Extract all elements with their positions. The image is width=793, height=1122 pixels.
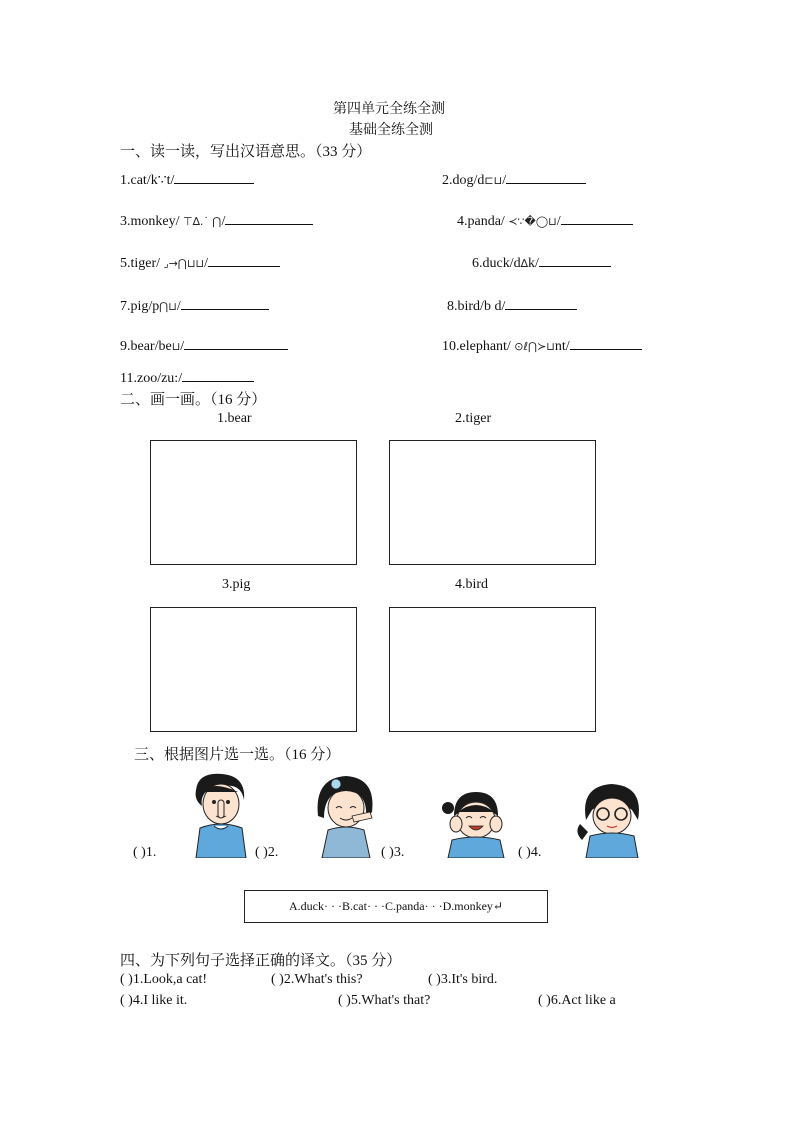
- vocab-item-tail: d/: [494, 299, 506, 314]
- vocab-item-9: [120, 337, 288, 355]
- options-text: A.duck· · ·B.cat· · ·C.panda· · ·D.monkey↵: [289, 899, 503, 913]
- answer-blank[interactable]: [184, 337, 288, 350]
- phonetic-symbols: ≺∵�◯⊔: [504, 215, 557, 228]
- vocab-item-5: [120, 254, 280, 272]
- girl-laughing-picture: [436, 788, 518, 858]
- drawing-box-bird[interactable]: [389, 607, 596, 732]
- answer-blank[interactable]: [505, 297, 577, 310]
- vocab-item-tail: k/: [527, 256, 539, 271]
- girl-glasses-picture: [574, 780, 650, 858]
- vocab-item-tail: /: [221, 214, 226, 229]
- vocab-item-11: [120, 369, 254, 387]
- vocab-item-tail: /: [204, 256, 208, 271]
- vocab-item-3: [120, 212, 313, 230]
- vocab-item-6: [472, 254, 611, 272]
- vocab-item-2: [442, 171, 586, 189]
- answer-blank[interactable]: [570, 337, 642, 350]
- draw-label-pig: 3.pig: [222, 577, 251, 592]
- answer-blank[interactable]: [539, 254, 611, 267]
- phonetic-symbols: ⊤∆.˙ ⋂: [179, 215, 222, 228]
- phonetic-symbols: ∆: [520, 257, 528, 270]
- translation-item-4[interactable]: ( )4.I like it.: [120, 993, 188, 1008]
- drawing-box-pig[interactable]: [150, 607, 357, 732]
- vocab-item-label: 6.duck/d: [472, 256, 521, 271]
- vocab-item-8: [447, 297, 577, 315]
- vocab-item-label: 2.dog/d: [442, 173, 485, 188]
- section2-heading: 二、画一画。（16 分）: [120, 392, 267, 408]
- vocab-item-label: 9.bear/be: [120, 339, 172, 354]
- vocab-item-label: 8.bird/b: [447, 299, 491, 314]
- girl-nose-picture: [188, 770, 254, 858]
- question-bracket-4[interactable]: ( )4.: [518, 845, 542, 860]
- translation-item-3[interactable]: ( )3.It's bird.: [428, 972, 498, 987]
- answer-blank[interactable]: [208, 254, 280, 267]
- phonetic-symbols: ⋂⊔: [159, 300, 177, 313]
- question-bracket-1[interactable]: ( )1.: [133, 845, 157, 860]
- section3-heading: 三、根据图片选一选。（16 分）: [134, 747, 341, 763]
- page-title: 第四单元全练全测: [333, 102, 445, 117]
- section4-heading: 四、为下列句子选择正确的译文。（35 分）: [120, 953, 402, 969]
- vocab-item-label: 3.monkey/: [120, 214, 180, 229]
- answer-blank[interactable]: [225, 212, 313, 225]
- translation-item-5[interactable]: ( )5.What's that?: [338, 993, 431, 1008]
- drawing-box-bear[interactable]: [150, 440, 357, 565]
- options-box: [244, 890, 548, 923]
- vocab-item-tail: /: [176, 299, 181, 314]
- vocab-item-tail: nt/: [554, 339, 570, 354]
- vocab-item-1: [120, 171, 254, 189]
- answer-blank[interactable]: [561, 212, 633, 225]
- phonetic-symbols: ⊙ℓ⋂≻⊔: [510, 340, 555, 353]
- answer-blank[interactable]: [182, 369, 254, 382]
- vocab-item-tail: /: [556, 214, 561, 229]
- draw-label-bear: 1.bear: [217, 411, 252, 426]
- translation-item-6[interactable]: ( )6.Act like a: [538, 993, 616, 1008]
- vocab-item-4: [457, 212, 633, 230]
- vocab-item-label: 1.cat/k∵t/: [120, 173, 175, 188]
- question-bracket-3[interactable]: ( )3.: [381, 845, 405, 860]
- drawing-box-tiger[interactable]: [389, 440, 596, 565]
- vocab-item-tail: /: [502, 173, 507, 188]
- vocab-item-label: 7.pig/p: [120, 299, 160, 314]
- answer-blank[interactable]: [174, 171, 254, 184]
- phonetic-symbols: ⊔: [171, 340, 181, 353]
- vocab-item-label: 5.tiger/: [120, 256, 161, 271]
- phonetic-symbols: ⌟→⋂⊔⊔: [160, 257, 205, 270]
- vocab-item-label: 10.elephant/: [442, 339, 511, 354]
- vocab-item-label: 11.zoo/zu:/: [120, 371, 183, 386]
- section1-heading: 一、读一读，写出汉语意思。（33 分）: [120, 144, 372, 160]
- phonetic-symbols: ⊏⊔: [484, 174, 503, 187]
- draw-label-tiger: 2.tiger: [455, 411, 492, 426]
- translation-item-1[interactable]: ( )1.Look,a cat!: [120, 972, 208, 987]
- girl-flower-picture: [310, 772, 380, 858]
- vocab-item-10: [442, 337, 642, 355]
- answer-blank[interactable]: [181, 297, 269, 310]
- page-subtitle: 基础全练全测: [349, 123, 433, 138]
- draw-label-bird: 4.bird: [455, 577, 489, 592]
- vocab-item-tail: /: [180, 339, 185, 354]
- question-bracket-2[interactable]: ( )2.: [255, 845, 279, 860]
- answer-blank[interactable]: [506, 171, 586, 184]
- translation-item-2[interactable]: ( )2.What's this?: [271, 972, 363, 987]
- vocab-item-label: 4.panda/: [457, 214, 505, 229]
- vocab-item-7: [120, 297, 269, 315]
